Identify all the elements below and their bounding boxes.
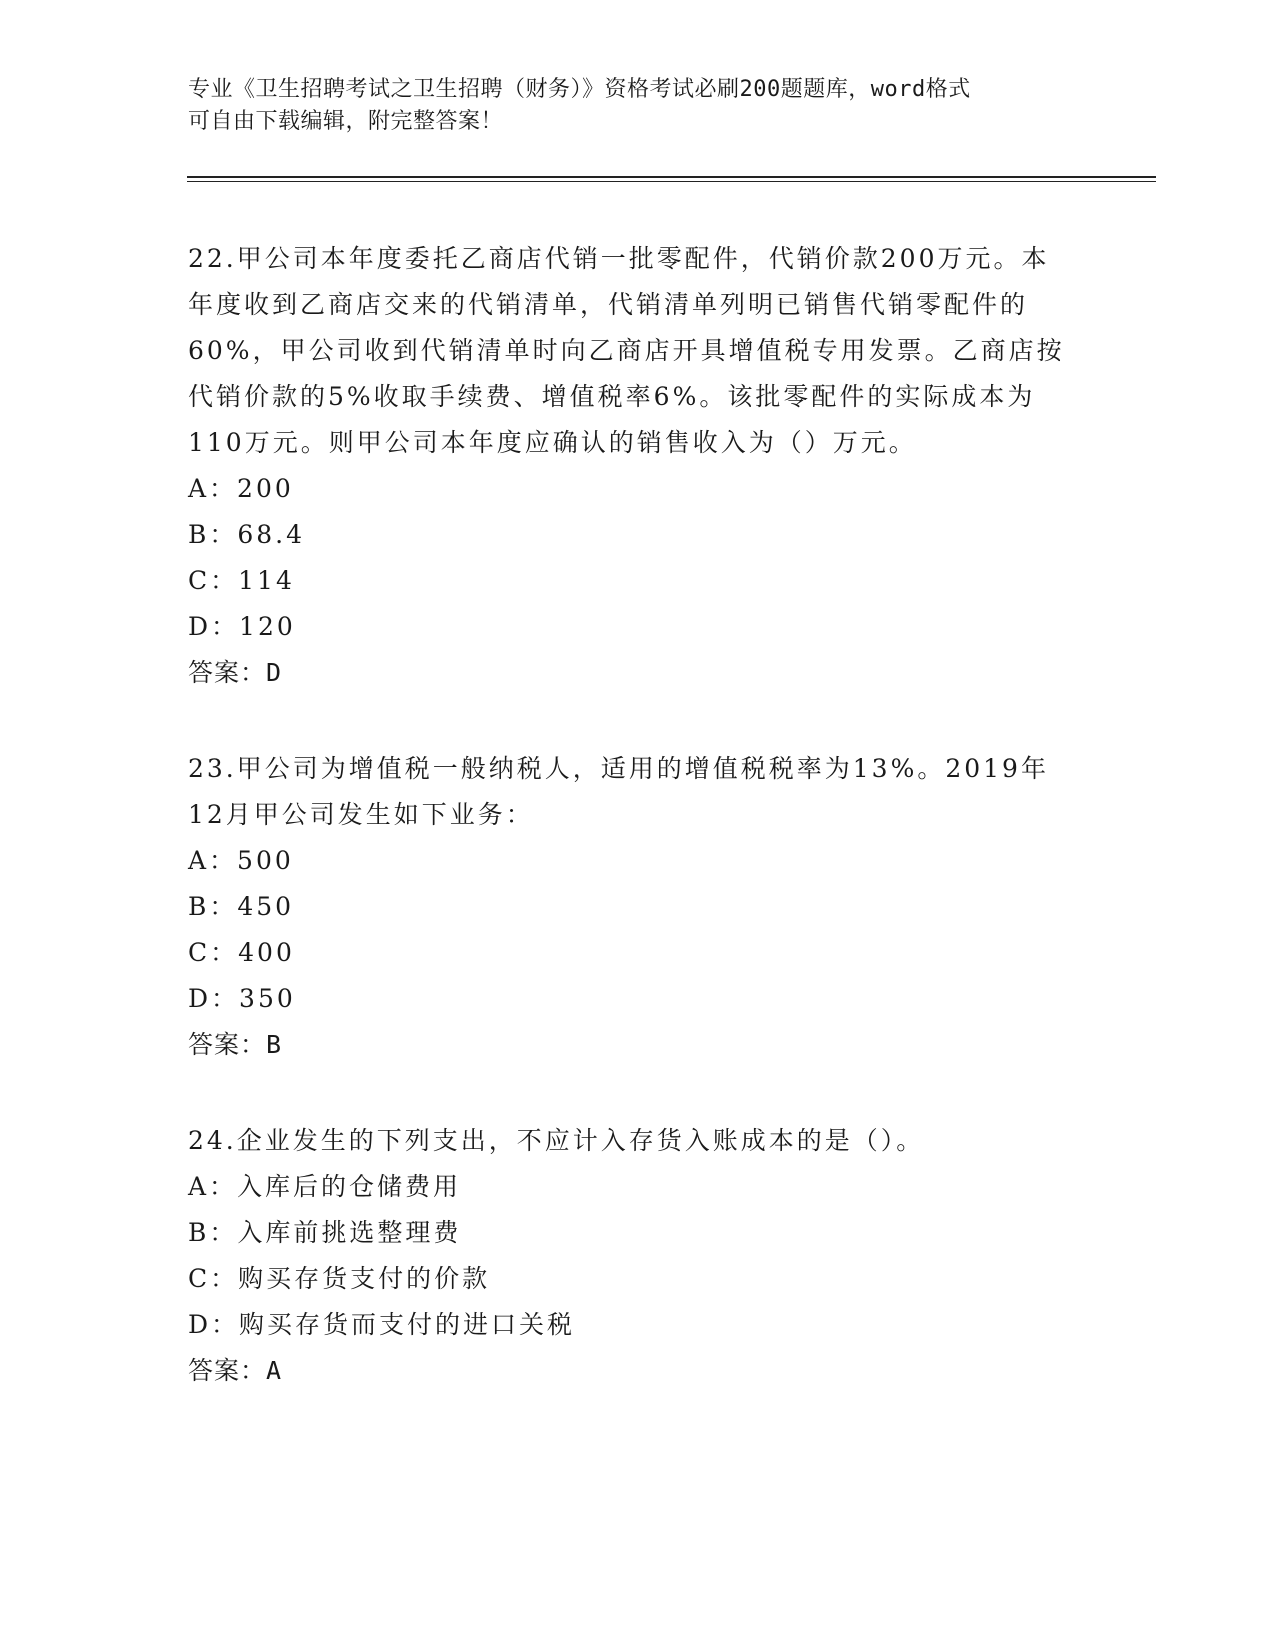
answer-key: 答案：A bbox=[188, 1356, 283, 1385]
stem-line: 12月甲公司发生如下业务： bbox=[188, 800, 534, 829]
option-b: B：68.4 bbox=[188, 520, 306, 549]
stem-line: 24.企业发生的下列支出，不应计入存货入账成本的是（）。 bbox=[188, 1126, 925, 1155]
option-c: C：400 bbox=[188, 938, 295, 967]
question-list bbox=[188, 236, 1088, 1444]
option-d: D：120 bbox=[188, 612, 296, 641]
stem-line: 23.甲公司为增值税一般纳税人，适用的增值税税率为13%。2019年 bbox=[188, 754, 1049, 783]
header-divider-bottom bbox=[187, 181, 1156, 182]
header-divider-top bbox=[187, 176, 1156, 178]
question-stem bbox=[188, 236, 1088, 466]
answer-key: 答案：B bbox=[188, 1030, 283, 1059]
header-line-1: 专业《卫生招聘考试之卫生招聘（财务）》资格考试必刷200题题库，word格式 bbox=[188, 77, 971, 102]
question-22 bbox=[188, 236, 1088, 696]
option-c: C：购买存货支付的价款 bbox=[188, 1264, 491, 1293]
option-a: A：200 bbox=[188, 474, 294, 503]
question-stem bbox=[188, 1118, 1088, 1164]
header-line-2: 可自由下载编辑，附完整答案！ bbox=[188, 109, 504, 134]
option-c: C：114 bbox=[188, 566, 295, 595]
question-24 bbox=[188, 1118, 1088, 1394]
question-23 bbox=[188, 746, 1088, 1068]
option-a: A：入库后的仓储费用 bbox=[188, 1172, 462, 1201]
option-d: D：350 bbox=[188, 984, 296, 1013]
stem-line: 代销价款的5%收取手续费、增值税率6%。该批零配件的实际成本为 bbox=[188, 382, 1036, 411]
stem-line: 60%，甲公司收到代销清单时向乙商店开具增值税专用发票。乙商店按 bbox=[188, 336, 1065, 365]
option-d: D：购买存货而支付的进口关税 bbox=[188, 1310, 576, 1339]
stem-line: 22.甲公司本年度委托乙商店代销一批零配件，代销价款200万元。本 bbox=[188, 244, 1050, 273]
answer-key: 答案：D bbox=[188, 658, 283, 687]
stem-line: 110万元。则甲公司本年度应确认的销售收入为（）万元。 bbox=[188, 428, 917, 457]
option-a: A：500 bbox=[188, 846, 294, 875]
document-header bbox=[188, 74, 1068, 138]
question-stem bbox=[188, 746, 1088, 838]
option-b: B：入库前挑选整理费 bbox=[188, 1218, 462, 1247]
option-b: B：450 bbox=[188, 892, 295, 921]
stem-line: 年度收到乙商店交来的代销清单，代销清单列明已销售代销零配件的 bbox=[188, 290, 1029, 319]
